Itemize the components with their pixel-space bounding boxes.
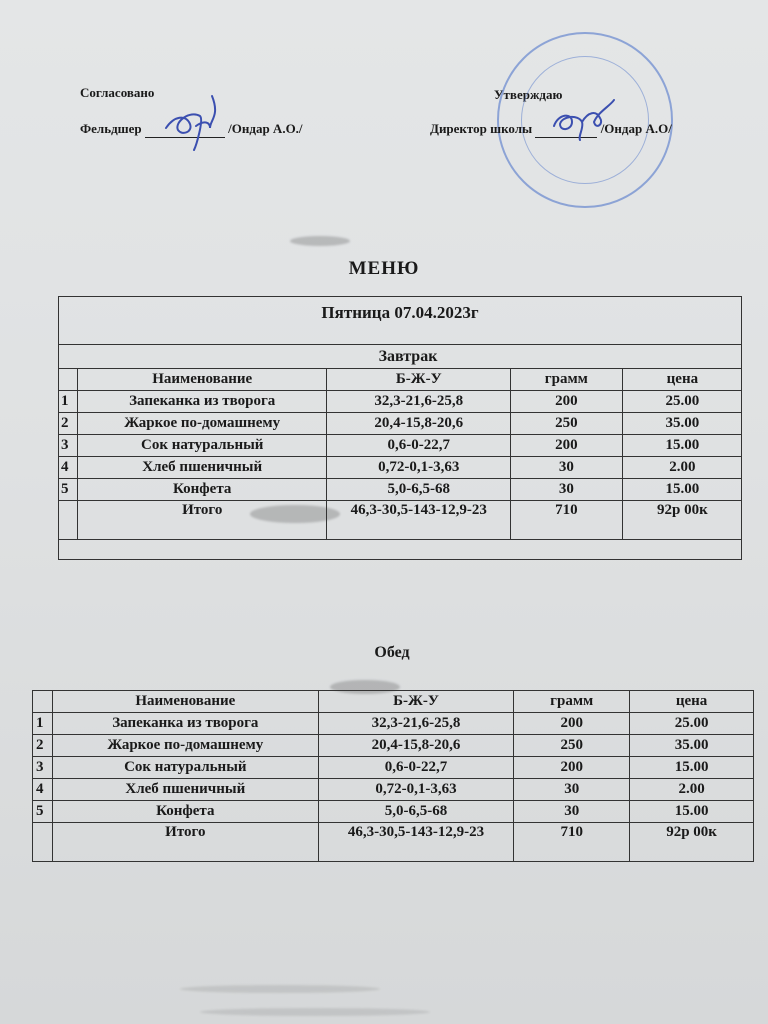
dish-name: Запеканка из творога: [77, 391, 327, 413]
total-gram: 710: [510, 501, 622, 540]
dish-name: Жаркое по-домашнему: [52, 735, 318, 757]
dish-bju: 32,3-21,6-25,8: [327, 391, 510, 413]
total-price: 92р 00к: [630, 823, 754, 862]
header-price: цена: [622, 369, 742, 391]
table-row: [58, 435, 742, 457]
header-bju: Б-Ж-У: [327, 369, 510, 391]
dish-gram: 30: [514, 779, 630, 801]
dish-bju: 20,4-15,8-20,6: [318, 735, 514, 757]
header-gram: грамм: [510, 369, 622, 391]
dish-gram: 250: [514, 735, 630, 757]
signature-left: [160, 86, 230, 156]
header-num: [58, 369, 77, 391]
dish-name: Жаркое по-домашнему: [77, 413, 327, 435]
dish-name: Хлеб пшеничный: [77, 457, 327, 479]
row-number: 2: [33, 735, 53, 757]
dish-bju: 0,72-0,1-3,63: [318, 779, 514, 801]
dish-bju: 0,6-0-22,7: [318, 757, 514, 779]
dish-price: 35.00: [622, 413, 742, 435]
approval-left-name: /Ондар А.О./: [228, 121, 303, 136]
table-row: [58, 413, 742, 435]
dish-bju: 0,72-0,1-3,63: [327, 457, 510, 479]
dish-price: 15.00: [630, 801, 754, 823]
day-title: Пятница 07.04.2023г: [321, 303, 479, 322]
lunch-table: [32, 690, 754, 862]
row-number: 4: [58, 457, 77, 479]
table-row: [33, 757, 754, 779]
approval-right-position: Директор школы: [430, 121, 533, 136]
header-name: Наименование: [52, 691, 318, 713]
dish-bju: 32,3-21,6-25,8: [318, 713, 514, 735]
breakfast-title: Завтрак: [378, 348, 438, 365]
bleed-through-text: [180, 985, 380, 993]
row-number: 1: [33, 713, 53, 735]
dish-gram: 200: [510, 435, 622, 457]
row-number: 5: [33, 801, 53, 823]
row-number: 3: [33, 757, 53, 779]
table-row: [58, 457, 742, 479]
total-gram: 710: [514, 823, 630, 862]
dish-price: 35.00: [630, 735, 754, 757]
dish-gram: 200: [510, 391, 622, 413]
dish-name: Запеканка из творога: [52, 713, 318, 735]
dish-name: Конфета: [77, 479, 327, 501]
total-num: [58, 501, 77, 540]
total-row: [33, 823, 754, 862]
total-price: 92р 00к: [622, 501, 742, 540]
row-number: 4: [33, 779, 53, 801]
dish-name: Сок натуральный: [52, 757, 318, 779]
dish-gram: 200: [514, 757, 630, 779]
dish-bju: 20,4-15,8-20,6: [327, 413, 510, 435]
header-num: [33, 691, 53, 713]
header-price: цена: [630, 691, 754, 713]
dish-gram: 200: [514, 713, 630, 735]
lunch-title: Обед: [374, 644, 410, 661]
dish-gram: 30: [514, 801, 630, 823]
dish-price: 25.00: [630, 713, 754, 735]
divider: [58, 344, 742, 345]
dish-gram: 30: [510, 479, 622, 501]
total-label: Итого: [77, 501, 327, 540]
bleed-through-text: [200, 1008, 430, 1016]
table-header-row: [58, 369, 742, 391]
dish-bju: 0,6-0-22,7: [327, 435, 510, 457]
dish-price: 15.00: [630, 757, 754, 779]
table-row: [33, 801, 754, 823]
table-row: [58, 479, 742, 501]
dish-bju: 5,0-6,5-68: [318, 801, 514, 823]
row-number: 5: [58, 479, 77, 501]
dish-name: Хлеб пшеничный: [52, 779, 318, 801]
approval-right-name: /Ондар А.О/: [600, 121, 672, 136]
dish-price: 2.00: [622, 457, 742, 479]
dish-gram: 250: [510, 413, 622, 435]
approval-left-position: Фельдшер: [80, 121, 142, 136]
table-row: [33, 735, 754, 757]
total-row: [58, 501, 742, 540]
total-bju: 46,3-30,5-143-12,9-23: [327, 501, 510, 540]
row-number: 3: [58, 435, 77, 457]
dish-gram: 30: [510, 457, 622, 479]
header-bju: Б-Ж-У: [318, 691, 514, 713]
approval-left-label: Согласовано: [80, 85, 155, 100]
dish-bju: 5,0-6,5-68: [327, 479, 510, 501]
dish-price: 15.00: [622, 479, 742, 501]
table-row: [58, 391, 742, 413]
dish-price: 2.00: [630, 779, 754, 801]
toner-smudge: [290, 236, 350, 246]
header-name: Наименование: [77, 369, 327, 391]
header-gram: грамм: [514, 691, 630, 713]
approval-right-label: Утверждаю: [494, 87, 563, 102]
signature-right: [548, 96, 618, 146]
dish-name: Сок натуральный: [77, 435, 327, 457]
dish-name: Конфета: [52, 801, 318, 823]
row-number: 2: [58, 413, 77, 435]
total-label: Итого: [52, 823, 318, 862]
table-header-row: [33, 691, 754, 713]
dish-price: 15.00: [622, 435, 742, 457]
dish-price: 25.00: [622, 391, 742, 413]
menu-title: МЕНЮ: [348, 258, 420, 279]
total-num: [33, 823, 53, 862]
total-bju: 46,3-30,5-143-12,9-23: [318, 823, 514, 862]
table-row: [33, 713, 754, 735]
table-row: [33, 779, 754, 801]
row-number: 1: [58, 391, 77, 413]
breakfast-table: [58, 368, 742, 540]
